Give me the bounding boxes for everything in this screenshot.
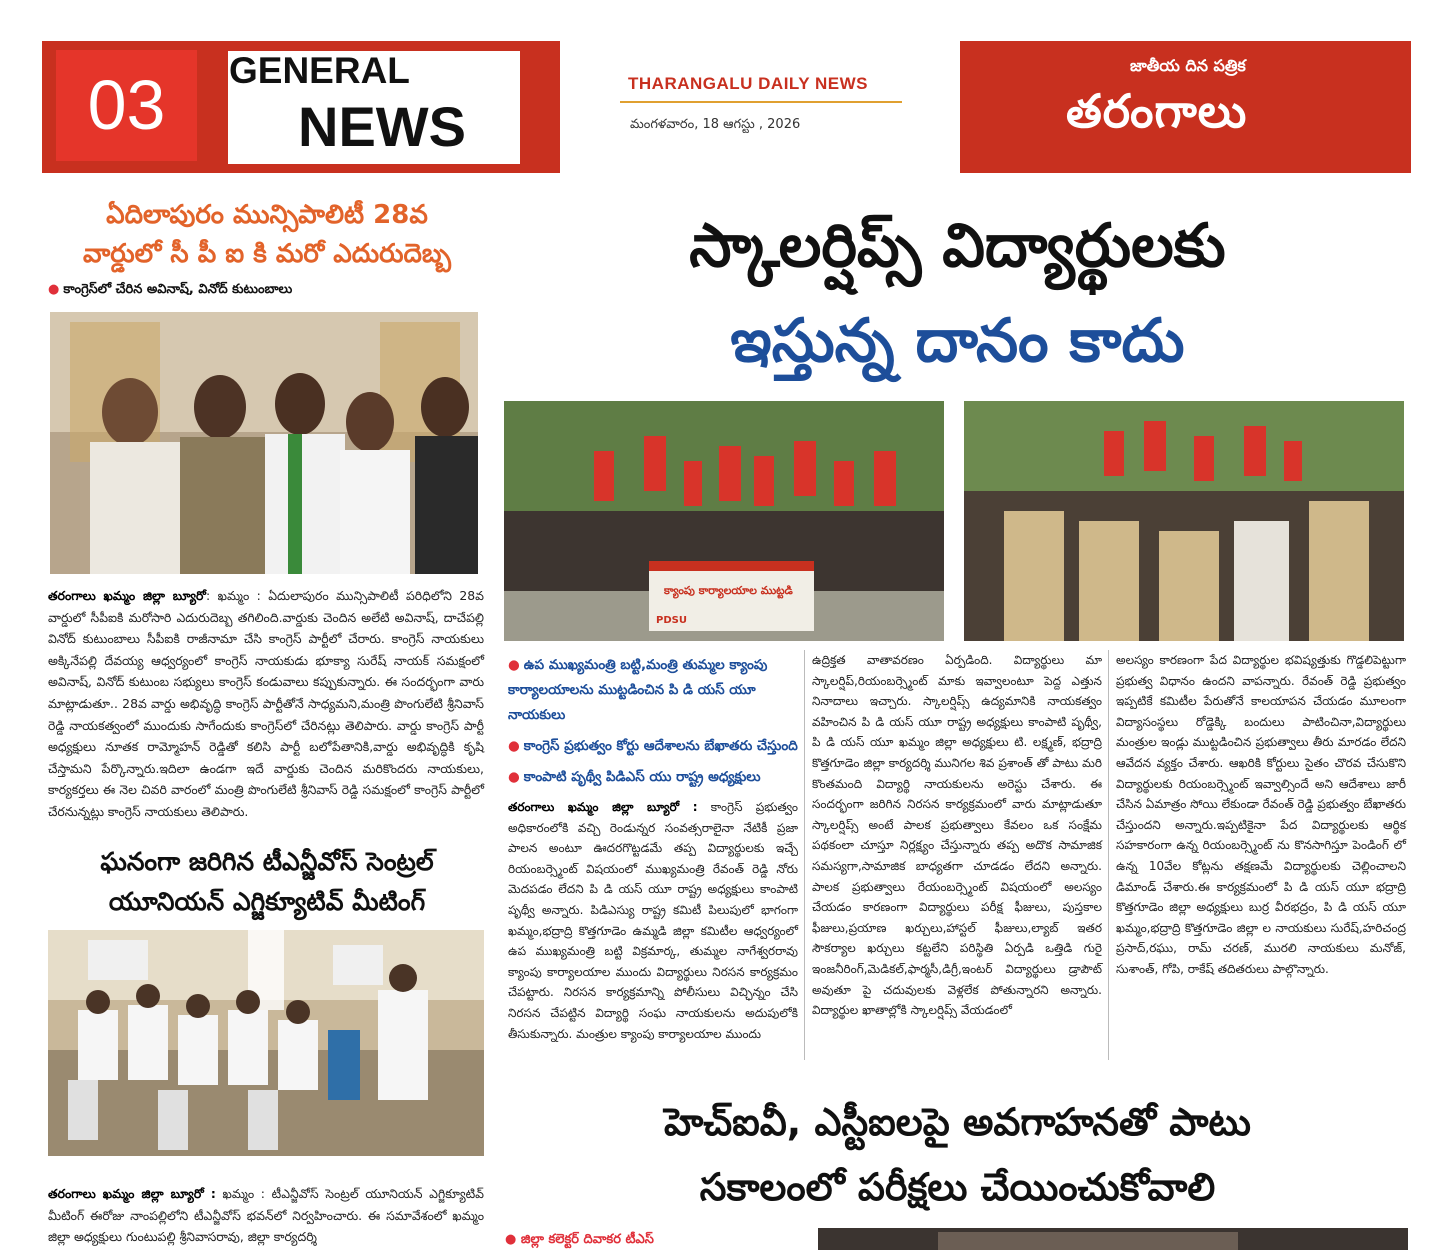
bottom-story-headline xyxy=(505,1090,1410,1220)
police-protest-photo-icon xyxy=(964,401,1404,641)
page-number: 03 xyxy=(56,50,197,161)
left-story2-photo xyxy=(48,930,484,1156)
left-story1-body xyxy=(48,585,484,823)
byline: తరంగాలు ఖమ్మం జిల్లా బ్యూరో xyxy=(48,588,206,603)
body-text: కాంగ్రెస్ ప్రభుత్వం అధికారంలోకి వచ్చి రెండున్నర సంవత్సరాలైనా నేటికీ ప్రజా పాలన అంటూ ఊదరగొట్టడమే తప్ప విద్యార్థులకు ఇచ్చే రియంబర్స్మెంట్ విషయంలో ముఖ్యమంత్రి రేవంత్ రెడ్డి నోరు మెదపడం లేదని పి డి యస్ యూ రాష్ట్ర అధ్యక్షులు కాంపాటి పృథ్వీ అన్నారు. పిడిఎస్యు రాష్ట్ర కమిటీ పిలుపులో భాగంగా ఖమ్మం,భద్రాద్రి కొత్తగూడెం ఉమ్మడి జిల్లా కమిటీల ఆధ్వర్యంలో ఉప ముఖ్యమంత్రి బట్టి విక్రమార్క, తుమ్మల నాగేశ్వరరావు క్యాంపు కార్యాలయాల ముందు విద్యార్థులు నిరసన కార్యక్రమం చేపట్టారు. నిరసన కార్యక్రమాన్ని పోలీసులు విచ్ఛిన్నం చేసి నిరసన చేపట్టిన విద్యార్థి సంఘ నాయకులను అదుపులోకి తీసుకున్నారు. మంత్రుల క్యాంపు కార్యాలయాల ముందు xyxy=(508,800,798,1041)
headline-line: ఏదిలాపురం మున్సిపాలిటీ 28వ xyxy=(106,200,428,230)
headline-line: హెచ్ఐవీ, ఎస్టీఐలపై అవగాహనతో పాటు xyxy=(664,1100,1251,1144)
main-story-col1 xyxy=(508,797,798,1044)
main-headline-line2: ఇస్తున్న దానం కాదు xyxy=(730,306,1185,376)
byline: తరంగాలు ఖమ్మం జిల్లా బ్యూరో : xyxy=(508,800,698,814)
bullet-text: కాంగ్రెస్ ప్రభుత్వం కోర్టు ఆదేశాలను బేఖాతరు చేస్తుంది xyxy=(523,738,798,754)
group-photo-icon xyxy=(50,312,478,574)
body-text: : ఖమ్మం : ఏదులాపురం మున్సిపాలిటీ పరిధిలోని 28వ వార్డులో సీపీఐకి మరోసారి ఎదురుదెబ్బ తగిలింది.వార్డుకు చెందిన అలేటి అవినాష్, దాచేపల్లి వినోద్ కుటుంబాలు సీపీఐకి రాజీనామా చేసి కాంగ్రెస్ పార్టీలో చేరారు. కాంగ్రెస్ నాయకులు అక్కినేపల్లి దేవయ్య ఆధ్వర్యంలో కాంగ్రెస్ నాయకుడు భూక్యా సురేష్ నాయక్ సమక్షంలో అవినాష్, వినోద్ కుటుంబ సభ్యులు కాంగ్రెస్ కండువాలు కప్పుకున్నారు. ఈ సందర్భంగా వారు మాట్లాడుతూ.. 28వ వార్డు అభివృద్ధి కాంగ్రెస్ పార్టీతోనే సాధ్యమని,మంత్రి పొంగులేటి శ్రీనివాస్ రెడ్డి నాయకత్వంలో ముందుకు సాగేందుకు కాంగ్రెస్‌లో చేరినట్లు తెలిపారు. వార్డు కాంగ్రెస్ పార్టీ అధ్యక్షులు నూతక రామ్మోహన్ రెడ్డితో కలిసి పార్టీ బలోపేతానికి,వార్డు అభివృద్ధికి కృషి చేస్తామని పేర్కొన్నారు.ఇదిలా ఉండగా ఇదే వార్డుకు చెందిన మరికొందరు నాయకులు, కార్యకర్తలు ఈ నెల చివరి వారంలో మంత్రి పొంగులేటి శ్రీనివాస్ రెడ్డి సమక్షంలో కాంగ్రెస్ పార్టీలో చేరనున్నట్లు కాంగ్రెస్ నాయకులు తెలిపారు. xyxy=(48,588,484,819)
bullet-text: ఉప ముఖ్యమంత్రి బట్టి,మంత్రి తుమ్మల క్యాంపు కార్యాలయాలను ముట్టడించిన పి డి యస్ యూ నాయకులు xyxy=(508,657,768,723)
bullet-dot-icon: ● xyxy=(48,282,60,297)
headline-line: యూనియన్ ఎగ్జిక్యూటివ్ మీటింగ్ xyxy=(108,887,426,916)
headline-line: సకాలంలో పరీక్షలు చేయించుకోవాలి xyxy=(699,1165,1216,1209)
byline: తరంగాలు ఖమ్మం జిల్లా బ్యూరో : xyxy=(48,1186,216,1201)
bullet-text: జిల్లా కలెక్టర్ దివాకర టీఎస్ xyxy=(520,1232,654,1247)
section-label-line1: GENERAL xyxy=(229,50,410,91)
main-photo-rally xyxy=(504,401,944,641)
main-headline-line1: స్కాలర్షిప్స్ విద్యార్థులకు xyxy=(689,211,1226,281)
rally-banner-org: PDSU xyxy=(656,615,687,626)
main-bullet xyxy=(508,653,798,728)
left-story1-headline xyxy=(42,196,492,274)
main-story-col2: ఉద్రిక్తత వాతావరణం ఏర్పడింది. విద్యార్థులు మా స్కాలర్షిప్,రియంబర్స్మెంట్ మాకు ఇవ్వాలంటూ పెద్ద ఎత్తున నినాదాలు ఇచ్చారు. స్కాలర్షిప్స్ ఉద్యమానికి నాయకత్వం వహించిన పి డి యస్ యూ రాష్ట్ర అధ్యక్షులు కాంపాటి పృథ్వీ, పి డి యస్ యూ ఖమ్మం జిల్లా అధ్యక్షులు టి. లక్ష్మణ్, భద్రాద్రి కొత్తగూడెం జిల్లా కార్యదర్శి మునిగల శివ ప్రశాంత్ తో పాటు మరి కొంతమంది విద్యార్థి నాయకులను అరెస్టు చేశారు. ఈ సందర్భంగా జరిగిన నిరసన కార్యక్రమంలో వారు మాట్లాడుతూ స్కాలర్షిప్స్ అంటే పాలక ప్రభుత్వాలు కేవలం ఒక సంక్షేమ పథకంలా చూస్తూ నిర్లక్ష్యం చేస్తున్నారు తప్ప అదొక సామాజిక సమస్యగా,సామాజిక బాధ్యతగా చూడడం లేదని అన్నారు. పాలక ప్రభుత్వాలు రేయంబర్స్మెంట్ విషయంలో అలస్యం చేయడం కారణంగా విద్యార్థులు పరీక్ష ఫీజులు, పుస్తకాల ఫీజులు,ప్రయాణ ఖర్చులు,హాస్టల్ ఫీజులు,ల్యాబ్ ఇతర సౌకర్యాల ఖర్చులు కట్టలేని పరిస్థితి ఏర్పడి ఒత్తిడి గురై ఇంజనీరింగ్,మెడికల్,ఫార్మసీ,డిగ్రీ,ఇంటర్ విద్యార్థులు డ్రాపౌట్ అవుతూ పై చదువులకు వెళ్లలేక పోతున్నారని అన్నారు. విద్యార్థుల ఖాతాల్లోకి స్కాలర్షిప్స్ వేయడంలో xyxy=(812,653,1102,1018)
masthead-center-panel xyxy=(560,41,960,173)
bullet-dot-icon: ● xyxy=(505,1232,521,1247)
meeting-photo-icon xyxy=(48,930,484,1156)
collector-photo-icon xyxy=(818,1228,1408,1250)
column-divider xyxy=(1108,650,1109,1060)
left-story2-headline xyxy=(42,842,492,922)
left-story1-photo xyxy=(50,312,478,574)
headline-line: ఘనంగా జరిగిన టీఎన్జీవోస్ సెంట్రల్ xyxy=(100,847,434,876)
main-bullet xyxy=(508,734,798,759)
left-story1-bullet xyxy=(48,280,292,300)
section-label-line2: NEWS xyxy=(298,95,466,158)
paper-english-name: THARANGALU DAILY NEWS xyxy=(628,74,869,93)
bullet-text: కాంపాటి పృథ్వీ పిడిఎస్ యు రాష్ట్ర అధ్యక్షులు xyxy=(523,769,761,785)
main-photo-police xyxy=(964,401,1404,641)
protest-rally-photo-icon xyxy=(504,401,944,641)
left-story2-body xyxy=(48,1183,484,1248)
bottom-story-bullet xyxy=(505,1232,654,1250)
bullet-dot-icon: ● xyxy=(508,657,520,673)
column-divider xyxy=(804,650,805,1060)
bottom-story-photo xyxy=(818,1228,1408,1250)
bullet-dot-icon: ● xyxy=(508,738,520,754)
masthead-divider xyxy=(620,101,902,103)
body-text: ఖమ్మం : టీఎన్జీవోస్ సెంట్రల్ యూనియన్ ఎగ్జిక్యూటివ్ మీటింగ్ ఈరోజు నాంపల్లిలోని టీఎన్జీవోస్ భవన్‌లో నిర్వహించారు. ఈ సమావేశంలో ఖమ్మం జిల్లా అధ్యక్షులు గుంటుపల్లి శ్రీనివాసరావు, జిల్లా కార్యదర్శి xyxy=(48,1186,484,1245)
bullet-text: కాంగ్రెస్‌లో చేరిన అవినాష్, వినోద్ కుటుంబాలు xyxy=(63,282,293,297)
bullet-dot-icon: ● xyxy=(508,769,520,785)
rally-banner-text: క్యాంపు కార్యాలయాల ముట్టడి xyxy=(664,584,793,597)
main-story-bullets xyxy=(508,653,798,790)
issue-date: మంగళవారం, 18 ఆగస్టు , 2026 xyxy=(630,117,801,132)
main-bullet xyxy=(508,765,798,790)
headline-line: వార్డులో సీ పీ ఐ కి మరో ఎదురుదెబ్బ xyxy=(82,239,452,269)
paper-tagline: జాతీయ దిన పత్రిక xyxy=(1130,56,1246,75)
main-story-col3: అలస్యం కారణంగా పేద విద్యార్థుల భవిష్యత్తుకు గొడ్డలిపెట్టుగా ప్రభుత్వ విధానం ఉందని వాపన్నారు. రేవంత్ రెడ్డి ప్రభుత్వం ఇప్పటికే కమిటీల పేరుతోనే కాలయాపన చేయడం మూలంగా విద్యాసంస్థలు రోడ్డెక్కి బందులు పాటించినా,విద్యార్థులు మంత్రుల ఇండ్లు ముట్టడించిన ప్రభుత్వాలు తీరు మారడం లేదని ఆవేదన వ్యక్తం చేశారు. ఆఖరికి కోర్టులు సైతం చొరవ చేసుకొని విద్యార్థులకు రియంబర్స్మెంట్ ఇవ్వాల్సిందే అని ఆదేశాలు జారీ చేసిన ఏమాత్రం సోయి లేకుండా రేవంత్ రెడ్డి ప్రభుత్వం బేఖాతరు చేస్తుందని అన్నారు.ఇప్పటికైనా పేద విద్యార్థులకు ఆర్థిక సహకారంగా ఉన్న రియంబర్స్మెంట్ ను కొనసాగిస్తూ పెండింగ్ లో ఉన్న 10వేల కోట్లను తక్షణమే విద్యార్థులకు చెల్లించాలని డిమాండ్ చేశారు.ఈ కార్యక్రమంలో పి డి యస్ యూ భద్రాద్రి కొత్తగూడెం జిల్లా అధ్యక్షులు బుర్ర వీరభద్రం, పి డి యస్ యూ ఖమ్మం,భద్రాద్రి కొత్తగూడెం జిల్లా ల నాయకులు సురేష్,హరిచంద్ర ప్రసాద్,రఘు, రామ్ చరణ్, మురలి నాయకులు మనోజ్, సుశాంత్, గోపి, రాకేష్ తదితరులు పాల్గొన్నారు. xyxy=(1116,653,1406,976)
paper-logo: తరంగాలు xyxy=(1066,84,1248,138)
